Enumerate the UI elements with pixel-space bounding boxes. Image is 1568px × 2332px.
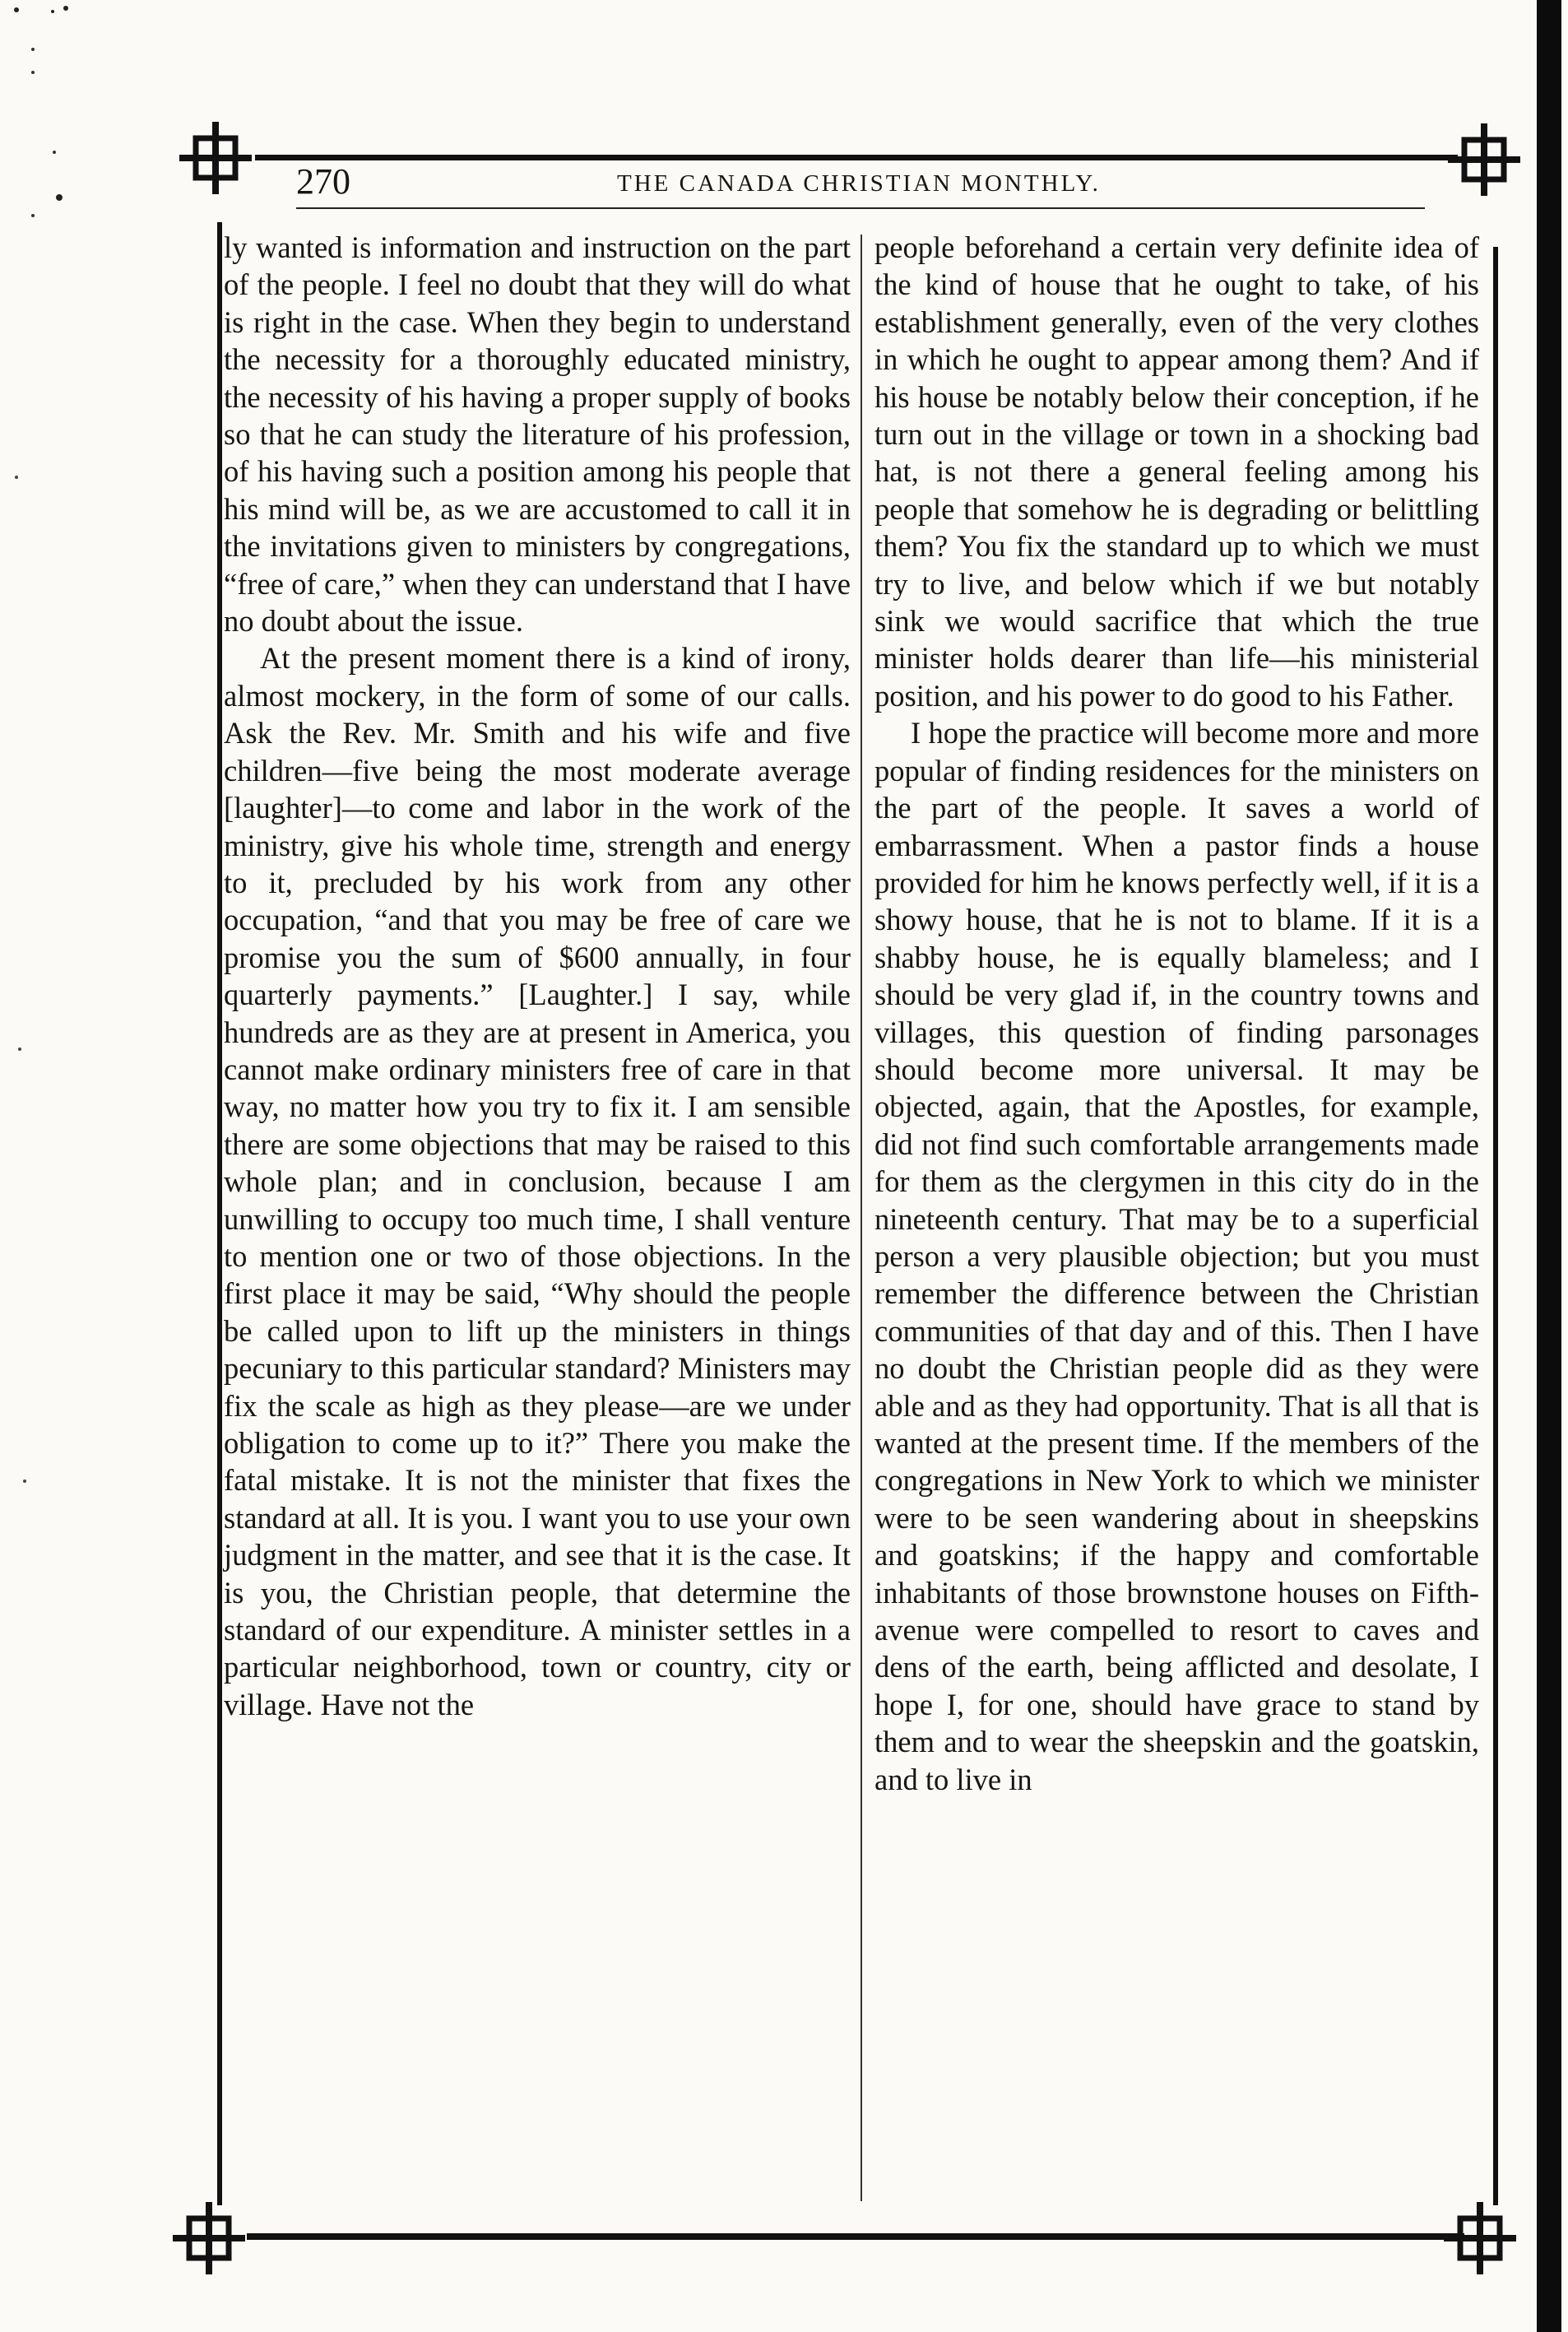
scan-edge-shadow (1537, 0, 1561, 2332)
right-column (874, 229, 1479, 1798)
frame-left-rule (217, 222, 222, 2205)
running-head: THE CANADA CHRISTIAN MONTHLY. (617, 170, 1101, 197)
page-header (296, 160, 1489, 210)
left-paragraph-1: ly wanted is information and instruction on the part of the people. I feel no doubt that they will do what is right in the case. When they begin to understand the necessity for a thoroughly educated ministry, the necessity of his having a proper supply of books so that he can study the literature of his profession, of his having such a position among his people that his mind will be, as we are accustomed to call it in the invitations given to ministers by congregations, “free of care,” when they can understand that I have no doubt about the issue. (224, 230, 851, 639)
frame-bottom-rule (247, 2233, 1464, 2240)
right-paragraph-2: I hope the practice will become more and more popular of finding residences for the ministers on the part of the people. It saves a world of embarrassment. When a pastor finds a house provided for him he knows perfectly well, if it is a showy house, that he is not to blame. If it is a shabby house, he is equally blameless; and I should be very glad if, in the country towns and villages, this question of finding parsonages should become more universal. It may be objected, again, that the Apostles, for example, did not find such comfortable arrangements made for them as the clergymen in this city do in the nineteenth century. That may be to a superficial person a very plausible objection; but you must remember the difference between the Christian communities of that day and of this. Then I have no doubt the Christian people did as they were able and as they had opportunity. That is all that is wanted at the present time. If the members of the congregations in New York to which we minister were to be seen wandering about in sheepskins and goatskins; if the happy and comfortable inhabitants of those brownstone houses on Fifth-avenue were compelled to resort to caves and dens of the earth, being afflicted and desolate, I hope I, for one, should have grace to stand by them and to wear the sheepskin and the goatskin, and to live in (874, 716, 1479, 1796)
left-paragraph-2: At the present moment there is a kind of irony, almost mockery, in the form of some of our calls. Ask the Rev. Mr. Smith and his wife and five children—five being the most moderate average [laughter]—to come and labor in the work of the ministry, give his whole time, strength and energy to it, precluded by his work from any other occupation, “and that you may be free of care we promise you the sum of $600 annually, in four quarterly payments.” [Laughter.] I say, while hundreds are as they are at present in America, you cannot make ordinary ministers free of care in that way, no matter how you try to fix it. I am sensible there are some objections that may be raised to this whole plan; and in conclusion, because I am unwilling to occupy too much time, I shall venture to mention one or two of those objections. In the first place it may be said, “Why should the people be called upon to lift up the ministers in things pecuniary to this particular standard? Ministers may fix the scale as high as they please—are we under obligation to come up to it?” There you make the fatal mistake. It is not the minister that fixes the standard at all. It is you. I want you to use your own judgment in the matter, and see that it is the case. It is you, the Christian people, that determine the standard of our expenditure. A minister settles in a particular neighborhood, town or country, city or village. Have not the (224, 641, 851, 1721)
left-column (224, 229, 851, 1723)
corner-ornament-top-left-icon (179, 122, 252, 194)
header-rule (296, 207, 1425, 209)
right-paragraph-1: people beforehand a certain very definite idea of the kind of house that he ought to take, of his establishment generally, even of the very clothes in which he ought to appear among them? And if his house be notably below their conception, if he turn out in the village or town in a shocking bad hat, is not there a general feeling among his people that somehow he is degrading or belittling them? You fix the standard up to which we must try to live, and below which if we but notably sink we would sacrifice that which the true minister holds dearer than life—his ministerial position, and his power to do good to his Father. (874, 230, 1479, 713)
corner-ornament-bottom-left-icon (173, 2202, 245, 2274)
frame-right-rule (1493, 247, 1498, 2205)
frame-top-rule (255, 155, 1458, 160)
column-divider (861, 235, 862, 2201)
page-number: 270 (296, 161, 350, 202)
corner-ornament-bottom-right-icon (1444, 2202, 1516, 2274)
scan-specks (0, 0, 107, 2332)
